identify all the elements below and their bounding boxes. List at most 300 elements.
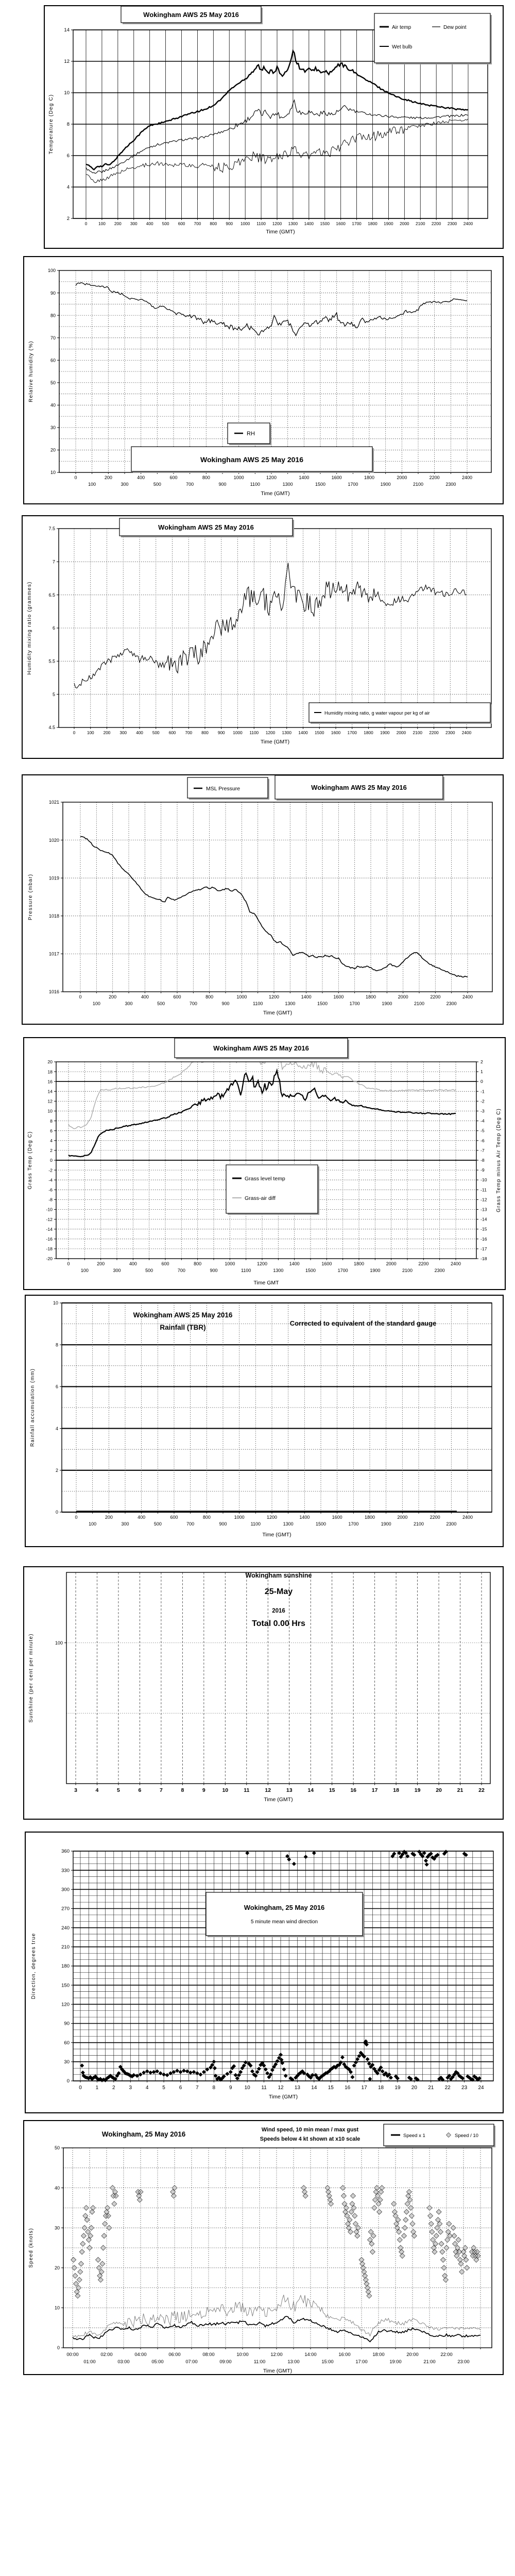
svg-text:Wokingham AWS 25 May 2016: Wokingham AWS 25 May 2016 <box>158 523 254 531</box>
svg-text:1019: 1019 <box>48 875 59 881</box>
svg-text:19:00: 19:00 <box>389 2359 402 2364</box>
svg-text:Speeds below 4 kt shown at x10: Speeds below 4 kt shown at x10 scale <box>260 2136 360 2142</box>
svg-text:18: 18 <box>377 2085 384 2091</box>
svg-text:-4: -4 <box>48 1177 53 1183</box>
svg-text:300: 300 <box>61 1887 70 1893</box>
svg-text:1300: 1300 <box>282 482 293 487</box>
svg-text:700: 700 <box>189 1001 197 1006</box>
svg-text:8: 8 <box>55 1342 58 1348</box>
svg-text:1100: 1100 <box>256 221 266 226</box>
svg-text:1000: 1000 <box>234 1515 245 1520</box>
svg-text:0: 0 <box>84 221 88 226</box>
svg-text:16: 16 <box>350 1787 357 1793</box>
chart-box <box>226 1165 319 1215</box>
svg-text:10: 10 <box>47 1108 53 1114</box>
svg-text:1200: 1200 <box>272 221 282 226</box>
svg-text:2300: 2300 <box>434 1268 445 1273</box>
svg-text:1000: 1000 <box>233 475 244 480</box>
chart-box <box>206 1892 364 1937</box>
chart-box <box>384 2124 495 2147</box>
svg-text:08:00: 08:00 <box>202 2352 215 2357</box>
svg-text:800: 800 <box>194 1261 202 1266</box>
svg-text:1800: 1800 <box>364 730 373 735</box>
svg-text:400: 400 <box>137 475 145 480</box>
svg-text:1016: 1016 <box>48 989 59 995</box>
svg-text:900: 900 <box>210 1268 218 1273</box>
svg-text:500: 500 <box>153 1521 162 1527</box>
svg-text:3: 3 <box>129 2085 132 2091</box>
svg-text:60: 60 <box>50 358 56 363</box>
svg-text:16:00: 16:00 <box>338 2352 351 2357</box>
svg-text:19: 19 <box>414 1787 421 1793</box>
svg-text:7: 7 <box>159 1787 163 1793</box>
svg-text:-7: -7 <box>480 1147 485 1153</box>
svg-text:Total 0.00 Hrs: Total 0.00 Hrs <box>252 1619 305 1628</box>
svg-text:1100: 1100 <box>250 482 261 487</box>
svg-text:1200: 1200 <box>265 730 276 735</box>
svg-text:-15: -15 <box>480 1226 487 1232</box>
svg-text:1900: 1900 <box>370 1268 381 1273</box>
svg-text:500: 500 <box>152 730 160 735</box>
svg-text:Time (GMT): Time (GMT) <box>261 490 290 497</box>
svg-text:10:00: 10:00 <box>236 2352 249 2357</box>
svg-text:2400: 2400 <box>462 994 473 999</box>
svg-text:5: 5 <box>117 1787 120 1793</box>
svg-text:100: 100 <box>87 730 94 735</box>
svg-text:2400: 2400 <box>450 1261 461 1266</box>
svg-text:20: 20 <box>47 1059 53 1065</box>
svg-text:1700: 1700 <box>337 1268 348 1273</box>
svg-text:14: 14 <box>64 27 70 33</box>
svg-text:900: 900 <box>219 1521 227 1527</box>
svg-text:06:00: 06:00 <box>168 2352 181 2357</box>
svg-text:5.5: 5.5 <box>48 658 55 664</box>
svg-text:800: 800 <box>202 475 210 480</box>
svg-text:0: 0 <box>480 1079 483 1084</box>
svg-text:4.5: 4.5 <box>48 725 55 731</box>
svg-text:24: 24 <box>478 2085 484 2091</box>
svg-text:1500: 1500 <box>315 730 324 735</box>
svg-text:23:00: 23:00 <box>457 2359 470 2364</box>
svg-text:12: 12 <box>265 1787 271 1793</box>
svg-text:200: 200 <box>104 475 112 480</box>
svg-text:15: 15 <box>328 2085 334 2091</box>
svg-text:400: 400 <box>129 1261 137 1266</box>
chart-box <box>374 13 492 64</box>
svg-text:5: 5 <box>162 2085 165 2091</box>
chart-box <box>175 1038 349 1059</box>
svg-text:0: 0 <box>67 1261 70 1266</box>
svg-text:-14: -14 <box>46 1226 53 1232</box>
svg-text:6: 6 <box>66 153 70 159</box>
svg-text:13: 13 <box>294 2085 300 2091</box>
svg-text:12: 12 <box>64 59 70 65</box>
svg-text:1700: 1700 <box>348 1521 359 1527</box>
svg-text:21: 21 <box>457 1787 464 1793</box>
svg-text:6: 6 <box>50 1128 53 1133</box>
svg-text:1300: 1300 <box>283 1521 294 1527</box>
svg-text:1900: 1900 <box>380 730 390 735</box>
svg-text:2300: 2300 <box>445 482 456 487</box>
svg-text:-11: -11 <box>480 1187 487 1193</box>
svg-text:10: 10 <box>53 1300 58 1306</box>
svg-text:1100: 1100 <box>252 1001 263 1006</box>
svg-text:100: 100 <box>89 1521 97 1527</box>
svg-text:0: 0 <box>57 2345 60 2351</box>
svg-text:01:00: 01:00 <box>83 2359 96 2364</box>
svg-text:2000: 2000 <box>396 730 406 735</box>
svg-text:-18: -18 <box>480 1256 487 1261</box>
svg-text:400: 400 <box>146 221 153 226</box>
svg-text:700: 700 <box>186 1521 195 1527</box>
svg-text:Time (GMT): Time (GMT) <box>263 1010 293 1016</box>
svg-text:1500: 1500 <box>320 221 330 226</box>
svg-text:900: 900 <box>217 730 225 735</box>
svg-text:0: 0 <box>55 1510 58 1515</box>
svg-text:14: 14 <box>311 2085 317 2091</box>
svg-text:10: 10 <box>244 2085 250 2091</box>
svg-text:21:00: 21:00 <box>423 2359 436 2364</box>
svg-text:1400: 1400 <box>301 994 312 999</box>
svg-text:210: 210 <box>61 1944 70 1951</box>
svg-text:1800: 1800 <box>368 221 377 226</box>
svg-text:1500: 1500 <box>315 482 326 487</box>
svg-text:80: 80 <box>50 313 56 318</box>
svg-text:900: 900 <box>218 482 227 487</box>
svg-text:09:00: 09:00 <box>219 2359 232 2364</box>
svg-text:40: 40 <box>50 402 56 408</box>
svg-text:2200: 2200 <box>429 475 440 480</box>
svg-text:05:00: 05:00 <box>151 2359 164 2364</box>
chart-panel-rainfall <box>25 1295 504 1547</box>
svg-text:900: 900 <box>226 221 233 226</box>
svg-text:1900: 1900 <box>382 1001 392 1006</box>
svg-text:1000: 1000 <box>225 1261 235 1266</box>
chart-panel-msl-pressure <box>22 774 504 1025</box>
chart-panel-grass-temperature <box>23 1037 506 1290</box>
svg-text:Wokingham, 25 May 2016: Wokingham, 25 May 2016 <box>101 2130 186 2138</box>
svg-text:Wokingham AWS 25 May 2016: Wokingham AWS 25 May 2016 <box>311 784 407 791</box>
scatter-Speed / 10 <box>71 2185 480 2299</box>
svg-text:2100: 2100 <box>413 1521 424 1527</box>
svg-text:1800: 1800 <box>364 1515 375 1520</box>
svg-text:Rainfall (TBR): Rainfall (TBR) <box>160 1324 206 1331</box>
svg-text:4: 4 <box>95 1787 99 1793</box>
svg-text:1018: 1018 <box>48 913 59 919</box>
svg-text:8: 8 <box>50 1118 53 1124</box>
svg-text:-12: -12 <box>46 1216 53 1222</box>
svg-text:1400: 1400 <box>299 1515 310 1520</box>
svg-text:1800: 1800 <box>365 994 376 999</box>
svg-text:1200: 1200 <box>256 1261 268 1266</box>
svg-text:900: 900 <box>221 1001 230 1006</box>
svg-text:Time (GMT): Time (GMT) <box>260 739 290 745</box>
chart-panel-wind-direction <box>25 1832 504 2113</box>
svg-text:7.5: 7.5 <box>48 526 55 532</box>
svg-text:2200: 2200 <box>418 1261 429 1266</box>
svg-text:21: 21 <box>428 2085 434 2091</box>
svg-text:MSL Pressure: MSL Pressure <box>206 786 241 792</box>
svg-text:Speed x 1: Speed x 1 <box>403 2133 425 2139</box>
svg-text:0: 0 <box>79 994 82 999</box>
svg-text:6: 6 <box>55 1384 58 1389</box>
svg-text:1900: 1900 <box>384 221 393 226</box>
svg-text:100: 100 <box>55 1640 63 1646</box>
svg-text:-9: -9 <box>480 1167 485 1173</box>
svg-text:1100: 1100 <box>249 730 259 735</box>
svg-text:Rainfall accumulation (mm): Rainfall accumulation (mm) <box>30 1368 36 1447</box>
chart-box <box>275 775 444 801</box>
chart-panel-air-temperature <box>44 5 504 249</box>
svg-text:1400: 1400 <box>304 221 314 226</box>
svg-text:17:00: 17:00 <box>355 2359 368 2364</box>
svg-text:800: 800 <box>201 730 209 735</box>
svg-text:07:00: 07:00 <box>185 2359 198 2364</box>
svg-text:2100: 2100 <box>413 730 422 735</box>
svg-text:2: 2 <box>55 1468 58 1473</box>
svg-text:100: 100 <box>47 268 56 274</box>
svg-text:2400: 2400 <box>461 730 472 735</box>
svg-text:12:00: 12:00 <box>270 2352 283 2357</box>
svg-text:1700: 1700 <box>349 1001 360 1006</box>
svg-text:2400: 2400 <box>461 475 473 480</box>
svg-text:100: 100 <box>88 482 96 487</box>
svg-text:1700: 1700 <box>348 482 358 487</box>
svg-text:1800: 1800 <box>364 475 375 480</box>
svg-text:1200: 1200 <box>266 475 277 480</box>
svg-text:400: 400 <box>136 730 143 735</box>
svg-text:Pressure (mbar): Pressure (mbar) <box>28 873 33 921</box>
svg-text:6.5: 6.5 <box>48 592 55 598</box>
svg-text:Temperature (Deg C): Temperature (Deg C) <box>48 94 54 155</box>
svg-text:300: 300 <box>125 1001 133 1006</box>
svg-text:12: 12 <box>47 1098 53 1104</box>
svg-text:0: 0 <box>74 475 77 480</box>
svg-text:20: 20 <box>436 1787 442 1793</box>
svg-text:Dew point: Dew point <box>443 25 467 30</box>
svg-text:200: 200 <box>114 221 122 226</box>
svg-text:-12: -12 <box>480 1197 487 1202</box>
svg-text:Speed (knots): Speed (knots) <box>28 2228 34 2268</box>
svg-text:8: 8 <box>181 1787 184 1793</box>
svg-text:150: 150 <box>61 1982 70 1989</box>
chart-panel-sunshine <box>23 1566 504 1820</box>
svg-text:6: 6 <box>138 1787 142 1793</box>
svg-text:-8: -8 <box>48 1197 53 1202</box>
svg-text:16: 16 <box>47 1079 53 1084</box>
svg-text:700: 700 <box>185 730 193 735</box>
svg-text:02:00: 02:00 <box>100 2352 113 2357</box>
svg-text:20: 20 <box>411 2085 417 2091</box>
svg-text:5: 5 <box>52 691 55 697</box>
svg-text:1000: 1000 <box>240 221 250 226</box>
svg-text:12: 12 <box>278 2085 284 2091</box>
svg-text:14: 14 <box>47 1089 53 1094</box>
svg-text:03:00: 03:00 <box>117 2359 130 2364</box>
svg-text:300: 300 <box>130 221 138 226</box>
svg-text:2: 2 <box>480 1059 483 1064</box>
svg-text:1900: 1900 <box>380 482 391 487</box>
svg-text:1600: 1600 <box>333 994 344 999</box>
chart-panel-humidity-mixing-ratio <box>22 515 504 759</box>
svg-text:Wokingham AWS 25 May 2016: Wokingham AWS 25 May 2016 <box>200 455 303 464</box>
svg-text:-5: -5 <box>480 1128 485 1133</box>
svg-text:25-May: 25-May <box>264 1587 293 1596</box>
svg-text:7: 7 <box>52 559 55 565</box>
svg-text:1300: 1300 <box>282 730 291 735</box>
svg-text:5 minute mean wind direction: 5 minute mean wind direction <box>250 1919 318 1925</box>
svg-text:23: 23 <box>461 2085 468 2091</box>
svg-text:-13: -13 <box>480 1207 487 1212</box>
svg-text:30: 30 <box>50 425 56 431</box>
svg-text:10: 10 <box>64 90 70 96</box>
svg-text:1500: 1500 <box>305 1268 316 1273</box>
svg-text:-6: -6 <box>480 1138 485 1143</box>
svg-text:1200: 1200 <box>266 1515 278 1520</box>
svg-text:-3: -3 <box>480 1108 485 1114</box>
svg-text:1600: 1600 <box>321 1261 332 1266</box>
svg-text:1500: 1500 <box>315 1521 327 1527</box>
svg-text:6: 6 <box>179 2085 182 2091</box>
svg-text:10: 10 <box>222 1787 229 1793</box>
svg-text:200: 200 <box>103 730 111 735</box>
svg-text:1300: 1300 <box>288 221 298 226</box>
svg-text:180: 180 <box>61 1963 70 1970</box>
svg-text:-14: -14 <box>480 1216 487 1222</box>
svg-text:-1: -1 <box>480 1089 485 1094</box>
svg-text:9: 9 <box>229 2085 232 2091</box>
svg-text:2300: 2300 <box>445 730 455 735</box>
svg-text:1000: 1000 <box>236 994 247 999</box>
svg-text:4: 4 <box>55 1426 58 1431</box>
svg-text:Wind speed, 10 min mean / max: Wind speed, 10 min mean / max gust <box>261 2127 359 2133</box>
svg-text:600: 600 <box>170 1515 178 1520</box>
series-RH <box>76 283 467 336</box>
svg-text:Air temp: Air temp <box>392 25 411 30</box>
svg-text:400: 400 <box>141 994 149 999</box>
svg-text:-10: -10 <box>480 1177 487 1183</box>
svg-text:1600: 1600 <box>336 221 346 226</box>
svg-text:13: 13 <box>286 1787 293 1793</box>
svg-text:Time (GMT): Time (GMT) <box>268 2094 298 2100</box>
svg-text:Wokingham AWS 25 May 2016: Wokingham AWS 25 May 2016 <box>213 1044 309 1052</box>
svg-text:30: 30 <box>64 2059 70 2065</box>
svg-text:600: 600 <box>161 1261 169 1266</box>
svg-text:2016: 2016 <box>272 1608 285 1614</box>
svg-text:600: 600 <box>168 730 176 735</box>
svg-text:300: 300 <box>113 1268 121 1273</box>
svg-text:2400: 2400 <box>463 221 473 226</box>
svg-text:800: 800 <box>210 221 217 226</box>
svg-text:14:00: 14:00 <box>304 2352 317 2357</box>
svg-text:Wokingham sunshine: Wokingham sunshine <box>245 1572 312 1579</box>
chart-box <box>119 518 294 537</box>
svg-text:Time (GMT): Time (GMT) <box>266 229 295 235</box>
svg-text:1600: 1600 <box>331 475 342 480</box>
svg-text:1017: 1017 <box>48 951 59 957</box>
svg-text:1400: 1400 <box>299 475 310 480</box>
svg-text:90: 90 <box>50 290 56 296</box>
svg-text:60: 60 <box>64 2040 70 2046</box>
svg-text:1400: 1400 <box>298 730 308 735</box>
svg-text:700: 700 <box>177 1268 185 1273</box>
svg-text:3: 3 <box>74 1787 77 1793</box>
chart-box <box>131 447 374 473</box>
svg-text:200: 200 <box>97 1261 105 1266</box>
svg-text:Wokingham AWS 25 May 2016: Wokingham AWS 25 May 2016 <box>133 1311 233 1319</box>
svg-text:2: 2 <box>50 1148 53 1154</box>
svg-text:2200: 2200 <box>430 994 441 999</box>
svg-text:RH: RH <box>247 431 255 437</box>
svg-text:9: 9 <box>202 1787 205 1793</box>
svg-text:500: 500 <box>145 1268 153 1273</box>
svg-text:-8: -8 <box>480 1158 485 1163</box>
svg-text:-18: -18 <box>46 1246 53 1252</box>
svg-text:1900: 1900 <box>381 1521 391 1527</box>
svg-text:1100: 1100 <box>241 1268 251 1273</box>
svg-text:2000: 2000 <box>397 475 407 480</box>
svg-text:00:00: 00:00 <box>66 2352 79 2357</box>
svg-text:7: 7 <box>196 2085 199 2091</box>
svg-text:1800: 1800 <box>353 1261 365 1266</box>
svg-text:-20: -20 <box>46 1256 53 1262</box>
svg-text:2100: 2100 <box>414 1001 425 1006</box>
svg-text:50: 50 <box>54 2145 60 2151</box>
svg-text:1600: 1600 <box>331 730 341 735</box>
svg-text:70: 70 <box>50 335 56 341</box>
svg-text:1500: 1500 <box>317 1001 328 1006</box>
svg-text:2300: 2300 <box>447 221 457 226</box>
svg-text:800: 800 <box>205 994 214 999</box>
svg-text:100: 100 <box>92 1001 100 1006</box>
svg-text:2300: 2300 <box>446 1521 457 1527</box>
svg-text:11:00: 11:00 <box>253 2359 266 2364</box>
svg-text:10: 10 <box>50 470 56 476</box>
svg-text:1400: 1400 <box>289 1261 300 1266</box>
svg-text:2000: 2000 <box>386 1261 397 1266</box>
svg-text:700: 700 <box>186 482 194 487</box>
svg-text:1600: 1600 <box>332 1515 342 1520</box>
svg-text:Time (GMT): Time (GMT) <box>262 1532 291 1538</box>
svg-text:Humidity mixing ratio, g water: Humidity mixing ratio, g water vapour per kg of air <box>324 710 430 716</box>
svg-text:-4: -4 <box>480 1118 485 1124</box>
svg-text:2400: 2400 <box>462 1515 473 1520</box>
svg-text:1000: 1000 <box>233 730 243 735</box>
svg-text:600: 600 <box>178 221 185 226</box>
svg-text:Wokingham AWS 25 May 2016: Wokingham AWS 25 May 2016 <box>143 11 239 19</box>
svg-text:-10: -10 <box>46 1207 53 1212</box>
svg-text:18: 18 <box>393 1787 399 1793</box>
svg-text:8: 8 <box>212 2085 216 2091</box>
svg-text:2200: 2200 <box>431 221 441 226</box>
svg-text:17: 17 <box>371 1787 378 1793</box>
svg-text:100: 100 <box>98 221 106 226</box>
svg-text:2000: 2000 <box>397 1515 408 1520</box>
svg-text:Wokingham, 25 May 2016: Wokingham, 25 May 2016 <box>244 1904 325 1911</box>
svg-text:20: 20 <box>50 447 56 453</box>
svg-text:120: 120 <box>61 2002 70 2008</box>
svg-text:18:00: 18:00 <box>372 2352 385 2357</box>
svg-text:100: 100 <box>80 1268 89 1273</box>
svg-text:0: 0 <box>75 1515 78 1520</box>
svg-text:19: 19 <box>394 2085 401 2091</box>
svg-text:16: 16 <box>345 2085 351 2091</box>
svg-text:2100: 2100 <box>416 221 425 226</box>
svg-text:2000: 2000 <box>398 994 408 999</box>
svg-text:Grass Temp (Deg C): Grass Temp (Deg C) <box>27 1131 33 1190</box>
svg-text:22: 22 <box>444 2085 451 2091</box>
svg-text:1700: 1700 <box>347 730 357 735</box>
